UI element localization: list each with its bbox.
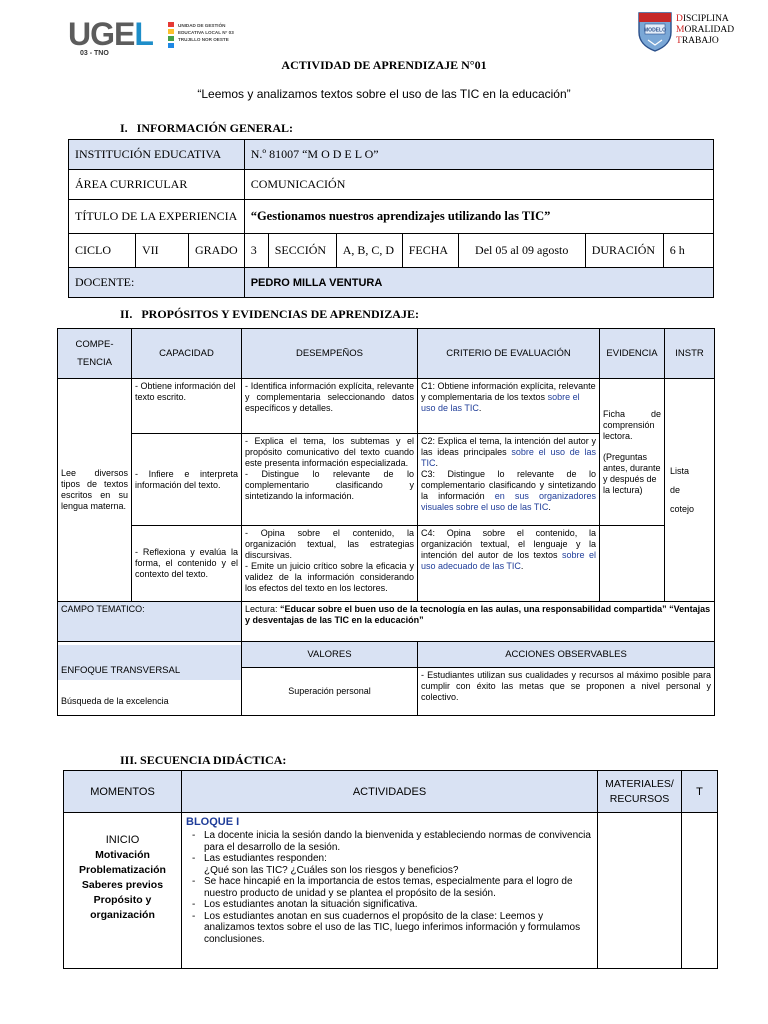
list-item: - La docente inicia la sesión dando la bienvenida y estableciendo normas de convivencia para el desarrollo de la sesión. (186, 830, 593, 853)
header-t: T (682, 771, 718, 813)
grado-value: 3 (244, 234, 268, 268)
document-subtitle: “Leemos y analizamos textos sobre el uso de las TIC en la educación” (197, 87, 571, 101)
table-row (69, 200, 714, 234)
desempeno-cell: - Opina sobre el contenido, la organización textual, las estrategias discursivas. - Emite un juicio crítico sobre la eficacia y validez de la información considerando los efectos del texto en los lectores. (242, 526, 418, 602)
enfoque-cell: ENFOQUE TRANSVERSAL Búsqueda de la excelencia (58, 642, 242, 716)
list-item: - Se hace hincapié en la importancia de estos temas, especialmente para el logro de nuestro producto de unidad y se plantea el propósito de la sesión. (186, 876, 593, 899)
table-row (58, 602, 715, 642)
crest-text: MODELO (644, 27, 666, 34)
instrumento-cell: Lista de cotejo (665, 379, 715, 602)
purposes-table (57, 328, 715, 716)
motto-line: DISCIPLINA (676, 14, 729, 24)
general-info-table (68, 139, 714, 298)
area-label: ÁREA CURRICULAR (69, 170, 245, 200)
actividades-cell: BLOQUE I - La docente inicia la sesión dando la bienvenida y estableciendo normas de convivencia para el desarrollo de la sesión. - Las estudiantes responden: ¿Qué son las TIC? ¿Cuáles son los riesgos y beneficios? - Se hace hincapié en la importancia de estos temas, especialmente para el logro de nuestro producto de unidad y se plantea el propósito de la sesión. - Los estudiantes anotan la situación significativa. - Los estudiantes anotan en sus cuadernos el propósito de la clase: Leemos y analizamos textos sobre el uso de las TIC, luego inferimos información y formulamos conclusiones. (182, 813, 598, 969)
titulo-label: TÍTULO DE LA EXPERIENCIA (69, 200, 245, 234)
motto-line: MORALIDAD (676, 25, 735, 35)
evidencia-empty-cell (600, 526, 665, 602)
desempeno-cell: - Explica el tema, los subtemas y el propósito comunicativo del texto cuando este presenta información especializada. - Distingue lo relevante de lo complementario clasificando y sintetizando la información. (242, 434, 418, 526)
document-title: ACTIVIDAD DE APRENDIZAJE N°01 (281, 58, 487, 72)
ugel-logo-subtitle: UNIDAD DE GESTIÓN EDUCATIVA LOCAL N° 03 TRUJILLO NOR OESTE (178, 23, 234, 42)
table-row (64, 771, 718, 813)
duracion-label: DURACIÓN (585, 234, 663, 268)
table-row (58, 526, 715, 602)
header-criterio: CRITERIO DE EVALUACIÓN (418, 329, 600, 379)
area-value: COMUNICACIÓN (244, 170, 713, 200)
duracion-value: 6 h (663, 234, 713, 268)
list-item: - Los estudiantes anotan la situación significativa. (186, 899, 593, 911)
ugel-logo-bars (168, 22, 174, 46)
criterio-c1: C1: Obtiene información explícita, relevante y complementaria de los textos sobre el uso de las TIC. (418, 379, 600, 434)
table-row (69, 234, 714, 268)
grado-label: GRADO (189, 234, 245, 268)
institucion-label: INSTITUCIÓN EDUCATIVA (69, 140, 245, 170)
seccion-value: A, B, C, D (336, 234, 402, 268)
desempeno-cell: - Identifica información explícita, relevante y complementaria seleccionando datos específicos y detalles. (242, 379, 418, 434)
ciclo-value: VII (136, 234, 189, 268)
school-crest-icon (636, 10, 674, 52)
ciclo-label: CICLO (69, 234, 136, 268)
campo-value: Lectura: “Educar sobre el buen uso de la tecnología en las aulas, una responsabilidad compartida” “Ventajas y desventajas de las TIC en la educación” (242, 602, 715, 642)
criterio-c2-c3: C2: Explica el tema, la intención del autor y las ideas principales sobre el uso de las TIC. C3: Distingue lo relevante de lo complementario clasificando y sintetizando la información en sus organizadores visuales sobre el uso de las TIC. (418, 434, 600, 526)
header-capacidad: CAPACIDAD (132, 329, 242, 379)
titulo-value: “Gestionamos nuestros aprendizajes utilizando las TIC” (244, 200, 713, 234)
evidencia-cell: Ficha de comprensión lectora. (Preguntas antes, durante y después de la lectura) (600, 379, 665, 526)
header-actividades: ACTIVIDADES (182, 771, 598, 813)
ugel-code: 03 - TNO (80, 50, 109, 57)
table-row (69, 170, 714, 200)
tiempo-cell (682, 813, 718, 969)
fecha-label: FECHA (402, 234, 458, 268)
competencia-cell: Lee diversos tipos de textos escritos en su lengua materna. (58, 379, 132, 602)
campo-label: CAMPO TEMATICO: (58, 602, 242, 642)
header-desempenos: DESEMPEÑOS (242, 329, 418, 379)
activity-list (186, 830, 593, 945)
header-evidencia: EVIDENCIA (600, 329, 665, 379)
criterio-c4: C4: Opina sobre el contenido, la organización textual, el lenguaje y la intención del autor de los textos sobre el uso adecuado de las TIC. (418, 526, 600, 602)
fecha-value: Del 05 al 09 agosto (458, 234, 585, 268)
docente-label: DOCENTE: (69, 268, 245, 298)
header-momentos: MOMENTOS (64, 771, 182, 813)
table-row (58, 642, 715, 668)
momento-cell: INICIO Motivación Problematización Saberes previos Propósito y organización (64, 813, 182, 969)
valor-cell: Superación personal (242, 668, 418, 716)
table-row (69, 268, 714, 298)
section-3-heading: III. SECUENCIA DIDÁCTICA: (120, 753, 287, 767)
header-competencia: COMPE- TENCIA (58, 329, 132, 379)
header-instr: INSTR (665, 329, 715, 379)
docente-value: PEDRO MILLA VENTURA (244, 268, 713, 298)
table-row (58, 379, 715, 434)
table-row (64, 813, 718, 969)
capacidad-cell: - Obtiene información del texto escrito. (132, 379, 242, 434)
accion-cell: - Estudiantes utilizan sus cualidades y recursos al máximo posible para cumplir con éxito las metas que se proponen a nivel personal y colectivo. (418, 668, 715, 716)
capacidad-cell: - Reflexiona y evalúa la forma, el contenido y el contexto del texto. (132, 526, 242, 602)
ugel-logo-letters: UGEL (68, 16, 153, 52)
school-motto (676, 14, 734, 47)
seccion-label: SECCIÓN (268, 234, 336, 268)
valores-header: VALORES (242, 642, 418, 668)
materiales-cell (598, 813, 682, 969)
didactic-sequence-table (63, 770, 718, 969)
list-item: - Los estudiantes anotan en sus cuadernos el propósito de la clase: Leemos y analizamos textos sobre el uso de las TIC, luego inferimos información y formulamos conclusiones. (186, 911, 593, 946)
motto-line: TRABAJO (676, 36, 719, 46)
table-row (69, 140, 714, 170)
section-1-heading: I. INFORMACIÓN GENERAL: (120, 121, 294, 135)
capacidad-cell: - Infiere e interpreta información del texto. (132, 434, 242, 526)
header-materiales: MATERIALES/ RECURSOS (598, 771, 682, 813)
acciones-header: ACCIONES OBSERVABLES (418, 642, 715, 668)
list-item: - Las estudiantes responden: ¿Qué son las TIC? ¿Cuáles son los riesgos y beneficios? (186, 853, 593, 876)
table-row (58, 329, 715, 379)
section-2-heading: II. PROPÓSITOS Y EVIDENCIAS DE APRENDIZAJE: (120, 307, 419, 321)
institucion-value: N.º 81007 “M O D E L O” (244, 140, 713, 170)
ugel-logo (68, 16, 234, 60)
